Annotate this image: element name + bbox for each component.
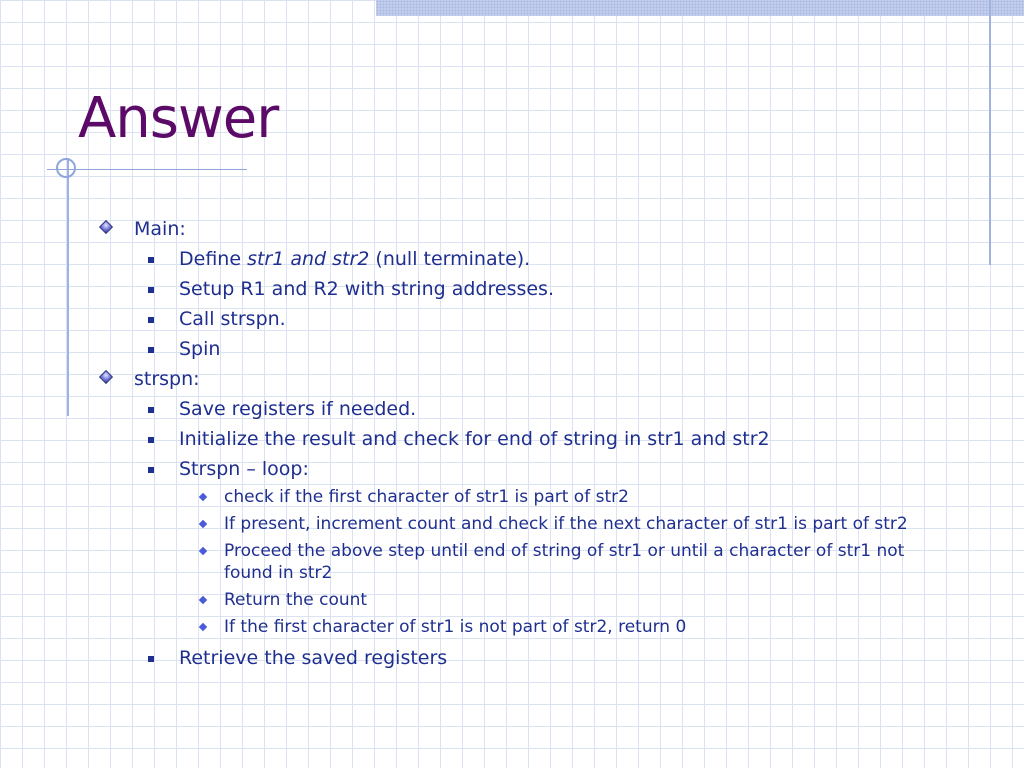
slide-title: Answer: [78, 86, 279, 151]
diamond-bullet-icon: [99, 220, 113, 234]
list-item-text-suffix: (null terminate).: [369, 248, 531, 270]
bullet-list: [98, 214, 978, 673]
list-item-text: Proceed the above step until end of string of str1 or until a character of str1 not found in str2: [224, 541, 905, 583]
list-item-text: Spin: [179, 338, 221, 360]
list-item-text: Save registers if needed.: [179, 398, 417, 420]
list-item-text: strspn:: [134, 368, 200, 390]
top-decorative-band: [376, 0, 1024, 16]
list-item-text: Call strspn.: [179, 308, 286, 330]
list-item: [98, 334, 978, 364]
square-bullet-icon: [148, 347, 154, 353]
left-vertical-rule: [67, 158, 69, 416]
list-item: [98, 364, 978, 394]
list-item: [98, 424, 978, 454]
title-underline-rule: [47, 169, 247, 170]
list-item-text: Main:: [134, 218, 186, 240]
square-bullet-icon: [148, 467, 154, 473]
square-bullet-icon: [148, 656, 154, 662]
small-diamond-bullet-icon: [199, 596, 207, 604]
list-item: [98, 214, 978, 244]
list-item-text: Initialize the result and check for end of string in str1 and str2: [179, 428, 770, 450]
small-diamond-bullet-icon: [199, 520, 207, 528]
small-diamond-bullet-icon: [199, 493, 207, 501]
list-item: [98, 513, 978, 535]
diamond-bullet-icon: [99, 370, 113, 384]
list-item: [98, 643, 978, 673]
list-item-text: Retrieve the saved registers: [179, 647, 448, 669]
list-item: [98, 616, 978, 638]
list-item: [98, 394, 978, 424]
square-bullet-icon: [148, 257, 154, 263]
list-item-text: If the first character of str1 is not part of str2, return 0: [224, 617, 687, 637]
square-bullet-icon: [148, 407, 154, 413]
list-item-text-prefix: Define: [179, 248, 248, 270]
small-diamond-bullet-icon: [199, 547, 207, 555]
square-bullet-icon: [148, 437, 154, 443]
list-item: [98, 454, 978, 484]
list-item-text: check if the first character of str1 is part of str2: [224, 487, 629, 507]
list-item: [98, 486, 978, 508]
list-item-text-italic: str1 and str2: [247, 248, 370, 270]
list-item: [98, 244, 978, 274]
list-item-text: Return the count: [224, 590, 368, 610]
list-item: [98, 589, 978, 611]
list-item: [98, 304, 978, 334]
right-vertical-rule: [989, 0, 991, 265]
square-bullet-icon: [148, 287, 154, 293]
ring-decoration-icon: [56, 158, 76, 178]
list-item: [98, 274, 978, 304]
list-item-text: If present, increment count and check if the next character of str1 is part of str2: [224, 514, 908, 534]
square-bullet-icon: [148, 317, 154, 323]
list-item-text: Strspn – loop:: [179, 458, 309, 480]
small-diamond-bullet-icon: [199, 623, 207, 631]
list-item-text: Setup R1 and R2 with string addresses.: [179, 278, 554, 300]
list-item: [98, 540, 978, 584]
